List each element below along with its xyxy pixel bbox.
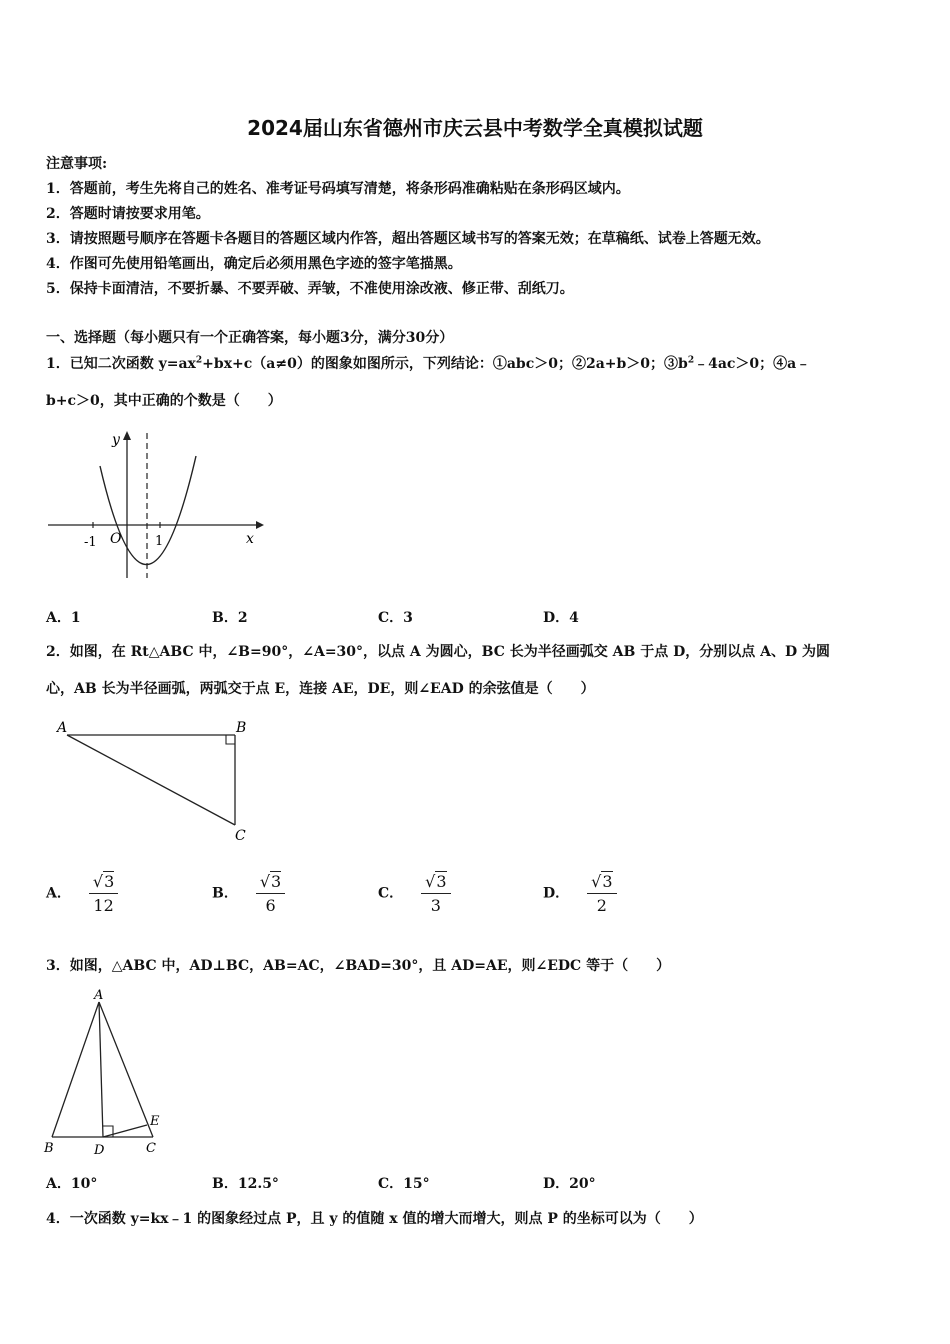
one-label: 1 — [155, 534, 164, 549]
q2-line2: 心，AB 长为半径画弧，两弧交于点 E，连接 AE，DE，则∠EAD 的余弦值是（ ） — [46, 681, 595, 697]
q2-option-a-denominator: 12 — [93, 896, 114, 915]
y-axis-arrow-icon — [123, 431, 131, 440]
q2-option-a-fraction — [89, 872, 118, 915]
sqrt-icon: √ — [425, 872, 436, 891]
q1-sup: 2 — [195, 355, 203, 366]
neg1-label: -1 — [84, 535, 97, 550]
q1-parabola-figure — [44, 428, 264, 588]
q2-option-b-label: B． — [212, 885, 238, 902]
q2-option-b-denominator: 6 — [265, 896, 276, 915]
q2-option-d[interactable] — [543, 872, 617, 915]
q2-option-c-label: C． — [378, 885, 404, 902]
q3-triangle-figure — [40, 985, 170, 1160]
q2-option-c-numerator: 3 — [436, 872, 447, 891]
q2-option-d-label: D． — [543, 885, 570, 902]
q3-option-a[interactable]: A．10° — [46, 1176, 98, 1192]
q1-option-c[interactable]: C．3 — [378, 610, 413, 626]
segment-ad — [99, 1002, 103, 1137]
right-angle-mark — [226, 735, 235, 744]
side-ac — [99, 1002, 153, 1137]
q3-option-d[interactable]: D．20° — [543, 1176, 596, 1192]
q2-line1: 2．如图，在 Rt△ABC 中，∠B=90°，∠A=30°，以点 A 为圆心，BC 长为半径画弧交 AB 于点 D，分别以点 A、D 为圆 — [46, 644, 830, 660]
origin-label: O — [110, 531, 122, 547]
q1-option-a[interactable]: A．1 — [46, 610, 81, 626]
sqrt-icon: √ — [92, 872, 104, 891]
q1-text-b: +bx+c（a≠0）的图象如图所示，下列结论：①abc＞0；②2a+b＞0；③b — [202, 356, 688, 372]
side-ac — [67, 735, 235, 825]
q1-line1 — [46, 353, 810, 373]
q2-option-a-numerator: 3 — [104, 872, 115, 891]
point-e-label: E — [150, 1114, 160, 1129]
notice-item-4: 4．作图可先使用铅笔画出，确定后必须用黑色字迹的签字笔描黑。 — [46, 256, 462, 272]
side-ab — [52, 1002, 99, 1137]
q1-sup2: 2 — [687, 355, 695, 366]
sqrt-icon: √ — [259, 872, 271, 891]
q2-option-a[interactable] — [46, 872, 118, 915]
q2-option-c-fraction — [421, 872, 450, 915]
q4-line1: 4．一次函数 y=kx﹣1 的图象经过点 P，且 y 的值随 x 值的增大而增大，则点 P 的坐标可以为（ ） — [46, 1211, 703, 1227]
notice-item-2: 2．答题时请按要求用笔。 — [46, 206, 210, 222]
vertex-a-label: A — [57, 720, 68, 736]
vertex-b-label: B — [236, 720, 247, 736]
q1-option-b[interactable]: B．2 — [212, 610, 248, 626]
q2-option-c[interactable] — [378, 872, 451, 915]
q2-option-b-fraction — [256, 872, 285, 915]
x-axis-arrow-icon — [256, 521, 264, 529]
q1-text-c: ﹣4ac＞0；④a﹣ — [694, 356, 811, 372]
q2-option-d-fraction — [587, 872, 616, 915]
parabola-curve — [100, 456, 196, 565]
q2-triangle-figure — [54, 715, 264, 850]
q2-option-d-denominator: 2 — [596, 896, 607, 915]
q2-option-a-label: A． — [46, 885, 71, 902]
vertex-c-label: C — [235, 828, 246, 844]
vertex-a-label: A — [94, 988, 104, 1003]
notice-heading: 注意事项: — [46, 156, 108, 172]
sqrt-icon: √ — [591, 872, 602, 891]
q3-option-c[interactable]: C．15° — [378, 1176, 430, 1192]
q2-option-d-numerator: 3 — [602, 872, 613, 891]
y-label: y — [112, 432, 120, 448]
segment-de — [103, 1125, 147, 1137]
notice-item-1: 1．答题前，考生先将自己的姓名、准考证号码填写清楚，将条形码准确粘贴在条形码区域内。 — [46, 181, 630, 197]
q3-option-b[interactable]: B．12.5° — [212, 1176, 279, 1192]
q2-option-b[interactable] — [212, 872, 285, 915]
page-title: 2024届山东省德州市庆云县中考数学全真模拟试题 — [247, 116, 703, 140]
x-label: x — [246, 531, 254, 547]
vertex-c-label: C — [146, 1141, 156, 1156]
q2-option-b-numerator: 3 — [271, 872, 282, 891]
notice-item-3: 3．请按照题号顺序在答题卡各题目的答题区域内作答，超出答题区域书写的答案无效；在草稿纸、试卷上答题无效。 — [46, 231, 770, 247]
notice-item-5: 5．保持卡面清洁，不要折暴、不要弄破、弄皱，不准使用涂改液、修正带、刮纸刀。 — [46, 281, 574, 297]
point-d-label: D — [94, 1143, 105, 1158]
q1-text-a: 1．已知二次函数 y=ax — [46, 356, 196, 372]
section-heading: 一、选择题（每小题只有一个正确答案，每小题3分，满分30分） — [46, 330, 454, 346]
q3-line1: 3．如图，△ABC 中，AD⊥BC，AB=AC，∠BAD=30°，且 AD=AE，则∠EDC 等于（ ） — [46, 958, 671, 974]
q1-option-d[interactable]: D．4 — [543, 610, 579, 626]
q2-option-c-denominator: 3 — [430, 896, 441, 915]
vertex-b-label: B — [44, 1141, 54, 1156]
q1-line2: b+c＞0，其中正确的个数是（ ） — [46, 393, 282, 409]
